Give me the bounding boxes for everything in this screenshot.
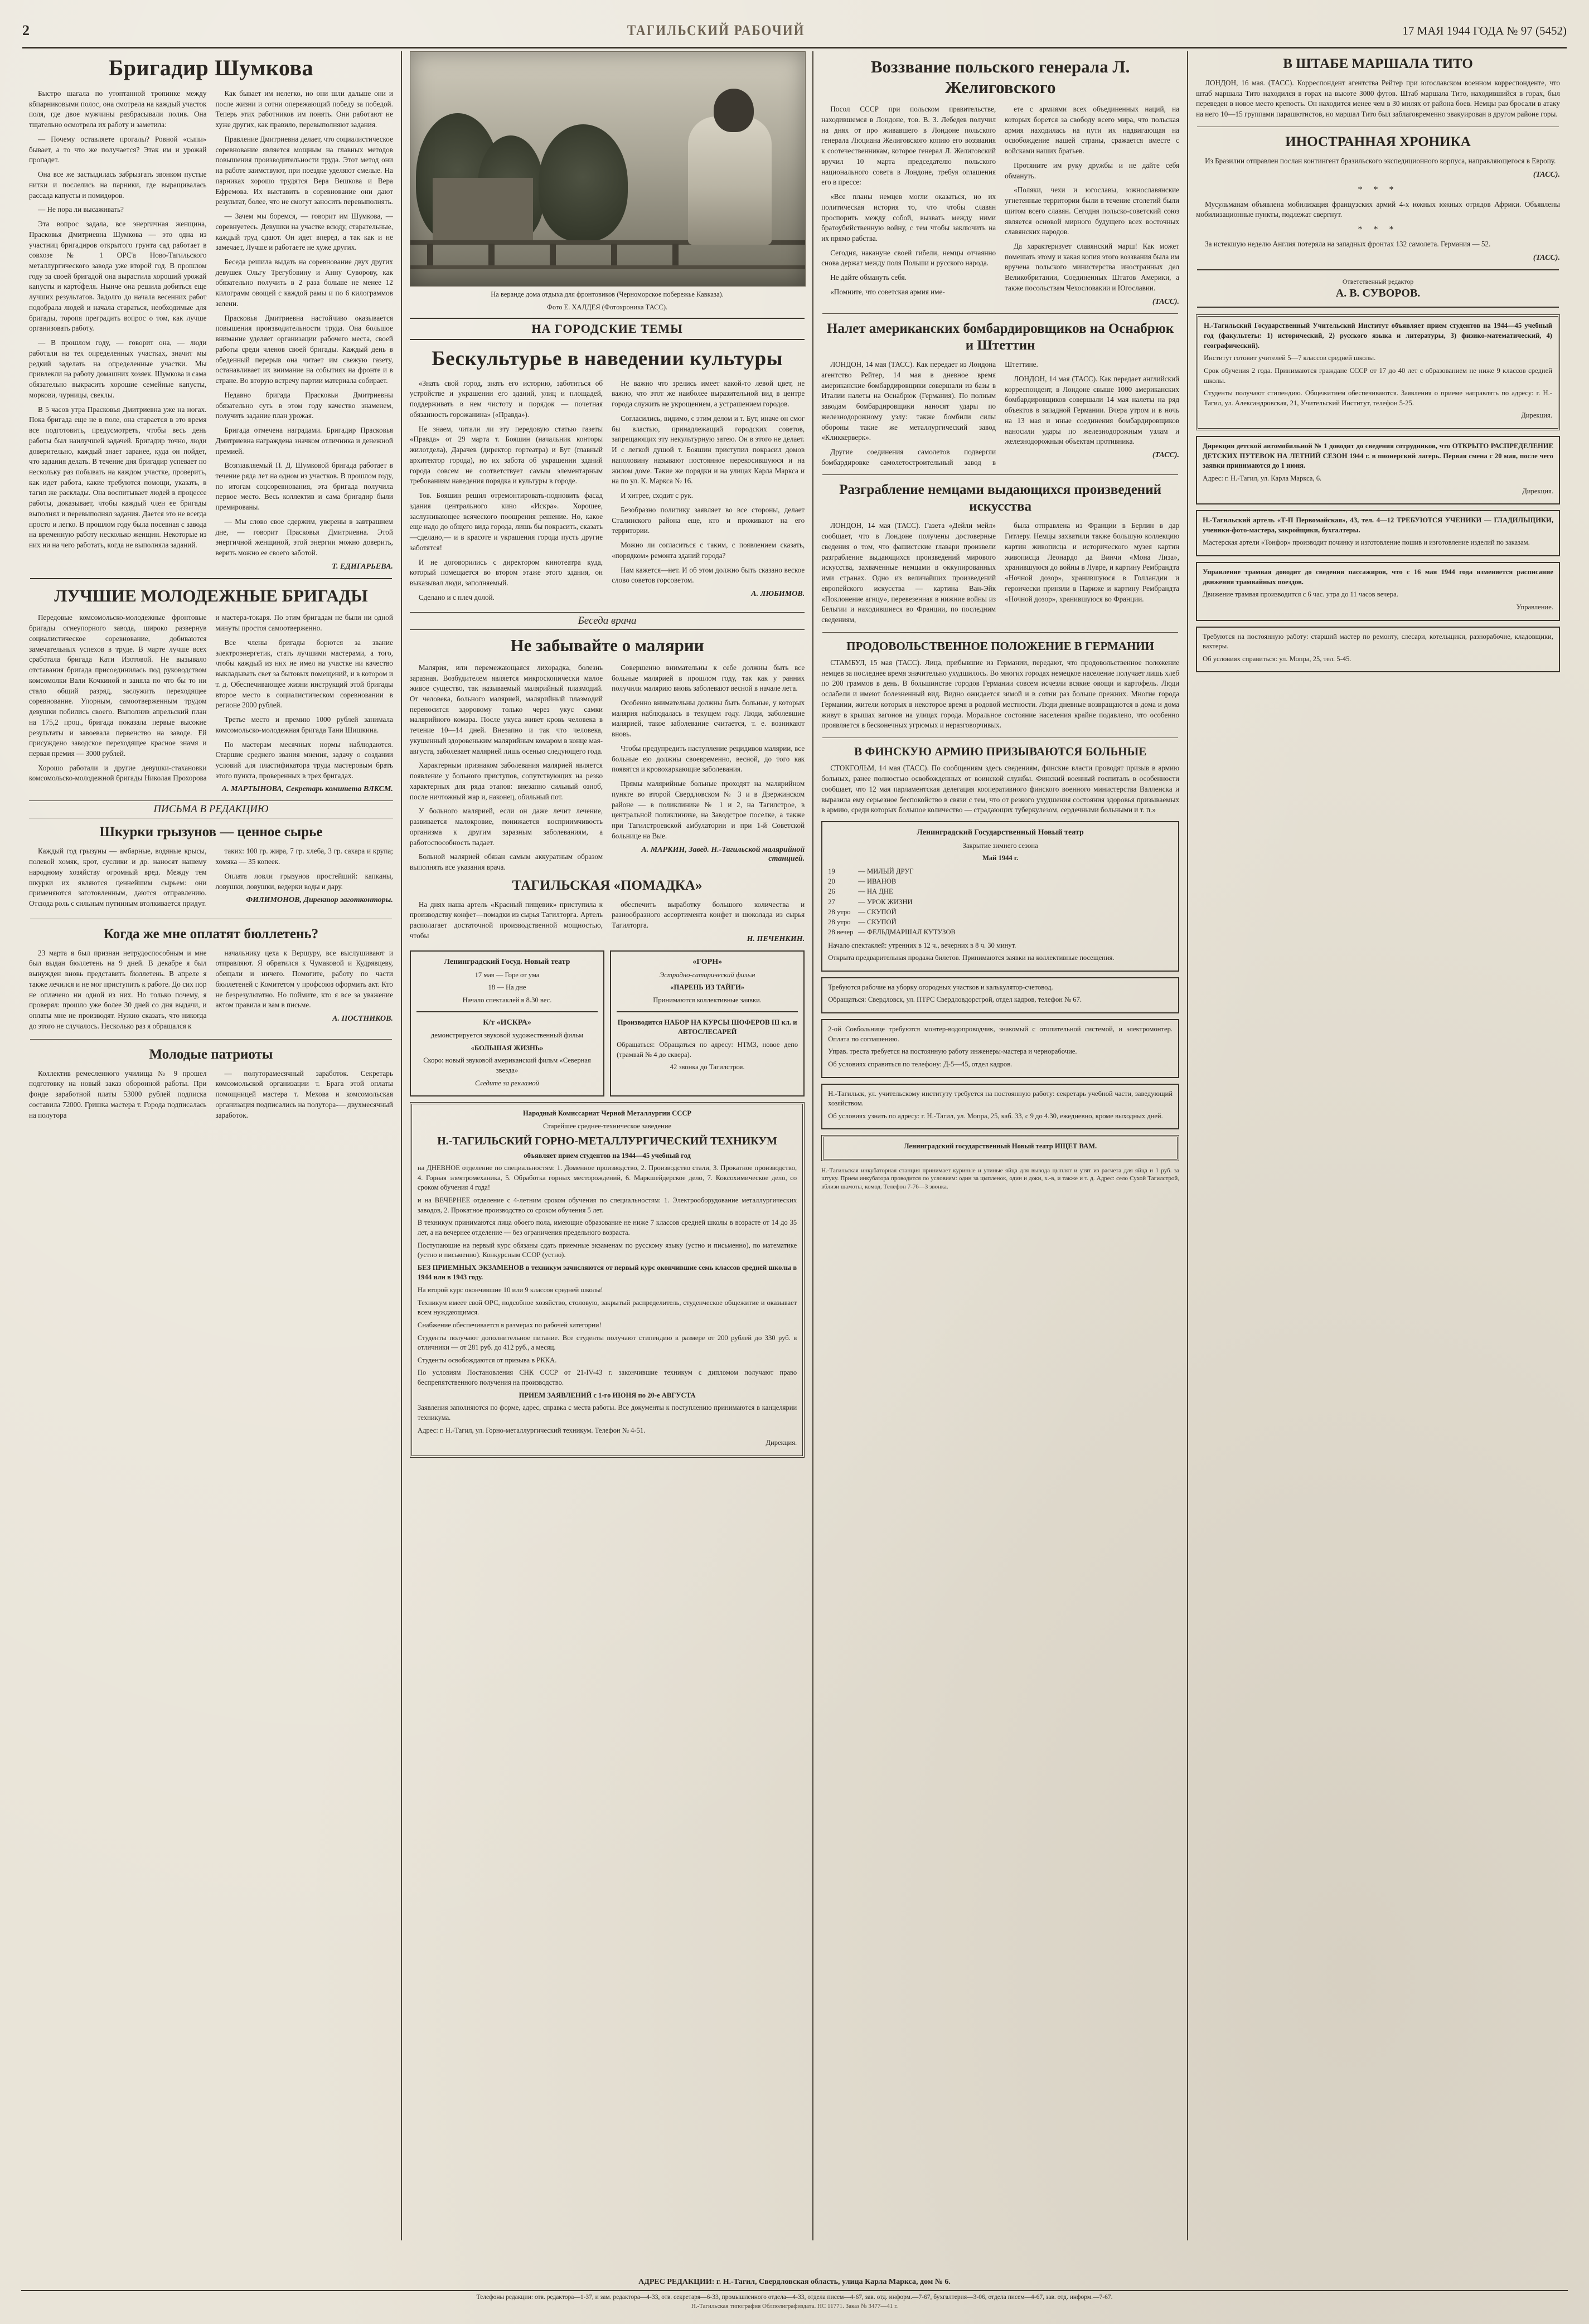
program-play: — УРОК ЖИЗНИ [858,897,913,906]
article-title-malaria: Не забывайте о малярии [510,635,704,656]
article-title-zheligovsky-appeal: Воззвание польского генерала Л. Желиговского [870,57,1130,97]
advert-line: На второй курс окончившие 10 или 9 классов средней школы! [417,1286,603,1294]
advert-subtitle: Старейшее среднее-техническое заведение [543,1122,672,1130]
advert-title: К/т «ИСКРА» [483,1018,531,1027]
paragraph: — Мы слово свое сдержим, уверены в завтрашнем дне, — говорит Прасковья Дмитриевна. Этой энергичной женщиной, этой энергии можно доверить, верить можно ее своего заботой. [215,517,393,557]
kicker-doctor-talk: Беседа врача [410,612,805,630]
section-divider [822,632,1178,633]
article-title-young-patriots: Молодые патриоты [149,1046,273,1062]
article-body-pomadka [410,900,805,948]
paragraph: Особенно внимательны должны быть больные, у которых малярия наблюдалась в текущем году. Люди, заболевшие малярией, такое заболевание считается, т. е. возникают вновь. [612,698,805,739]
paragraph: Как бывает им нелегко, но они шли дальше они и после жизни и сотни опережающий победу за победой. Теперь этих работников им понять. Они работают не хуже других, как правило, перевыполняют задания. [215,89,393,129]
advert-subtitle: Закрытие зимнего сезона [962,841,1038,850]
article-title-sick-leave: Когда же мне оплатят бюллетень? [103,926,319,942]
article-title-pomadka: ТАГИЛЬСКАЯ «ПОМАДКА» [512,877,703,893]
advert-date: Май 1944 г. [982,854,1019,862]
advert-line: 42 звонка до Тагилстроя. [670,1063,745,1071]
program-row [828,927,1173,937]
paragraph: «Поляки, чехи и югославы, южнославянские угнетенные территории были в течение столетий были щитом всего славян. Сегодня польско-советский союз является основой мирного будущего всех восточных славянских народов. [1005,186,1180,236]
advert-line: Принимаются коллективные заявки. [653,996,762,1005]
article-body-brigadir-shumkova [29,89,393,571]
page-content [21,51,1568,2240]
section-divider [1197,269,1559,270]
paragraph: — Почему оставляете прогалы? Ровной «сыпи» бывает, а то что же получается? Этак им и урожай пропадет. [29,134,207,164]
paragraph: Коллектив ремесленного училища № 9 прошел подготовку на новый заказ оборонной работы. При фонде заработной платы 53000 рублей подписка составила 72000. Гришка мастера т. Города подписалась на полутора [29,1069,207,1119]
program-play: — НА ДНЕ [858,887,893,896]
article-source: (ТАСС). [1152,297,1180,306]
paragraph: Правление Дмитриевна делает, что социалистическое соревнование является мощным на главных методов повышения производительности труда. Этот метод они на работе заимствуют, при поездке уделяют смелые. На парниках хорошо трудятся Вера Вешкова и Вера Ефремова. Их выставить в соревнование они дают результат, более, что не смогут заносить перевыполнять. [215,134,393,206]
article-title-best-youth-brigades: ЛУЧШИЕ МОЛОДЕЖНЫЕ БРИГАДЫ [54,585,368,605]
paragraph: Малярия, или перемежающаяся лихорадка, болезнь заразная. Возбудителем является микроскопически малое живое существо, так называемый малярийный плазмодий. От человека, больного малярией, малярийный плазмодий переносится здоровому только через укус самки малярийного комара. После укуса живет кровь человека в течение 10—14 дней. Внезапно и так что человека, укушенный здоровеньким малярийным комаром в конце мая-августа, заболевает малярией лишь осенью следующего года. [409,663,603,755]
paragraph: Безобразно политику заявляет во все стороны, делает Сталинского района еще, кто и проживают на его территории. [612,505,805,535]
paragraph: Больной малярией обязан самым аккуратным образом выполнять все указания врача. [409,852,603,871]
page-footer [21,2278,1568,2310]
paragraph: «Помните, что советская армия име- [830,287,945,296]
article-title-bombing-osnabruck: Налет американских бомбардировщиков на Оснабрюк и Штеттин [827,321,1174,353]
paragraph: Третье место и премию 1000 рублей занимала комсомольско-молодежная бригада Тани Шишкина. [215,715,393,734]
article-source: (ТАСС). [1533,170,1560,179]
paragraph: ЛОНДОН, 14 мая (ТАСС). Газета «Дейли мейл» сообщает, что в Лондоне получены достоверные сведения о том, что фашистские главари произвели разграбление выдающихся произведений мирового искусства, захваченные немцами в оккупированных ими странах. Одно из величайших произведений европейского искусства — картина Ван-Эйк «Поклонение агнцу», перевезенная в нижние войны из Бельгии и находившиеся во Франции, по последним сведениям, [821,521,996,624]
masthead [22,17,1567,45]
advert-line: ПРИЕМ ЗАЯВЛЕНИЙ с 1-го ИЮНЯ по 20-е АВГУСТА [519,1391,696,1399]
program-row [828,866,1173,876]
program-play: — ФЕЛЬДМАРШАЛ КУТУЗОВ [858,928,956,937]
program-date: 26 [828,887,835,896]
page-number: 2 [22,22,30,38]
advert-teachers-institute-admission[interactable] [1196,314,1560,430]
paragraph: Недавно бригада Прасковьи Дмитриевны обязательно суть в этом году качество знаменем, получить задание план урожая. [215,390,393,420]
article-signature: А. ПОСТНИКОВ. [332,1015,393,1023]
article-title-rodent-pelts: Шкурки грызунов — ценное сырье [99,824,323,840]
program-date: 19 [828,867,835,875]
paragraph: ЛОНДОН, 14 мая (ТАСС). Как передает английский корреспондент, в Лондоне свыше 1000 американских бомбардировщиков совершали 14 мая налеты на ряд объектов в западной Германии. Вчера утром и в ночь на 13 мая и иные соединения бомбардировщиков наносили удары по железнодорожным узлам и железнодорожным объектам противника. [1005,374,1180,446]
paragraph: Согласились, видимо, с этим делом и т. Бут, иначе он смог бы властью, принадлежащий городских советов, запрещающих эту некультурную затею. Он в этого не делает. И с легкой душой т. Бояшин приступил покрасил домов наполовину называют постоянное перекосившуюся и на жилом доме. Такие же порядки и на улицах Карла Маркса и на по ул. К. Маркса № 16. [612,414,805,486]
paragraph: таких: 100 гр. жира, 7 гр. хлеба, 3 гр. сахара и крупа; хомяка — 35 копеек. [215,847,393,866]
advert-title: Н.-Тагильский артель «Т-П Первомайская», 43, тел. 4—12 ТРЕБУЮТСЯ УЧЕНИКИ — ГЛАДИЛЬЩИКИ, ученики-фото-мастера, закройщики, бухгалтеры. [1203,516,1553,534]
paragraph: Посол СССР при польском правительстве, находившемся в Лондоне, тов. В. З. Лебедев получил на днях от про живавшего в Лондоне польского генерала Люциана Желиговского копию его воззвания к соотечественникам, которое генерал Л. Желиговский вручил 10 марта председателю польского национального совета в Лондоне, требуя оглашения его в прессе: [821,105,996,187]
article-body-sick-leave [29,948,393,1032]
program-date: 27 [828,897,835,906]
advert-line: 18 — На дне [488,983,526,992]
advert-line: Техникум имеет свой ОРС, подсобное хозяйство, столовую, закрытый распределитель, студенческое общежитие и оказывает всем нуждающимся. [417,1298,797,1317]
advert-mining-metallurgical-technicum[interactable] [410,1102,805,1458]
article-source: (ТАСС). [1152,451,1180,460]
advert-line: Мастерская артели «Тонфор» производит починку и изготовление пошив и изготовление изделий по заказам. [1203,538,1530,547]
program-row [828,917,1173,927]
article-signature: Т. ЕДИГАРЬЕВА. [332,562,393,571]
photo-vignette [410,52,805,286]
paragraph: — полуторамесячный заработок. Секретарь комсомольской организации т. Брага этой оплаты помощницей мастера т. Мехова и комсомольская организация подписались на полутора-— двухмесячный заработок. [215,1069,393,1119]
paragraph: СТАМБУЛ, 15 мая (ТАСС). Лица, прибывшие из Германии, передают, что продовольственное положение немцев за последнее время значительно ухудшилось. Во многих городах немецкое население получает лишь хлеб по 200 граммов в день. В большинстве городов Германии совсем исчезли всякие овощи и картофель. Люди ослабели и имеют болезненный вид. Видно ожидается зимой и в сотни раз больше прежних. Многие города Германии, жители которых в некоторое время в родовой местности. Люди дневные возвращаются в дома и дома живут в крышах вагонов на улицах города. Моральное состояние населения крайне подавлено, что особенно проявляется в бесконечных угрюмых и неразговорчивых. [821,658,1180,730]
article-body-best-youth-brigades [29,613,393,794]
advert-line: объявляет прием студентов на 1944—45 учебный год [524,1151,691,1159]
advert-line: 2-ой Совбольнице требуются монтер-водопроводчик, знакомый с отопительной системой, и электромонтер. Оплата по соглашению. [828,1025,1173,1043]
advert-line: Обращаться: Обращаться по адресу: НТМЗ, новое депо (трамвай № 4 до сквера). [617,1040,798,1059]
paragraph: Она все же застыдилась забрызгать звонком пустые нитки и послелись на парники, где выращивалась рассада капусты и помидоров. [29,170,207,200]
paragraph: Из Бразилии отправлен послан контингент бразильского экспедиционного корпуса, направляющегося в Европу. [1205,156,1556,165]
paragraph: Не дайте обмануть себя. [830,273,907,282]
paragraph: Тов. Бояшин решил отремонтировать-подновить фасад здания центрального кино «Искра». Хорошее, заслуживающее всяческого поощрения решение. Но, какое еще надо до общего вида города, лишь бы покрасить, сказать —сделано,— и в красоте и украшения города пусть другие заботятся! [409,491,603,552]
editor-name: А. В. СУВОРОВ. [1335,287,1421,300]
advert-line: Обращаться: Свердловск, ул. ПТРС Свердловдорстрой, отдел кадров, телефон № 67. [828,996,1082,1004]
advert-title: Ленинградский Государственный Новый театр [917,828,1084,837]
program-row [828,897,1173,907]
article-title-art-plunder: Разграбление немцами выдающихся произведений искусства [839,482,1162,515]
advert-line: Срок обучения 2 года. Принимаются граждане СССР от 17 до 40 лет с образованием не ниже 9 классов средней школы. [1204,366,1552,385]
section-divider [30,1039,392,1040]
paragraph: Быстро шагала по утоптанной тропинке между кбпарниковыми полос, она смотрела на каждый участок поля, где двое мужчины разбрасывали полив. Она тщательно осмотрела их работу и заметила: [29,89,207,129]
advert-line: Студенты получают дополнительное питание. Все студенты получают стипендию в размере от 200 рублей до 330 руб. в отличники — от 281 руб. до 412 руб., а месяц. [417,1333,797,1352]
paragraph: Другие соединения самолетов подвергли бомбардировке самолетостроительный завод в Штеттине. [821,360,1038,467]
advert-line: демонстрируется звуковой художественный фильм [430,1031,584,1040]
photo-caption: На веранде дома отдыха для фронтовиков (Черноморское побережье Кавказа). [491,290,724,298]
paragraph: была отправлена из Франции в Берлин в дар Гитлеру. Немцы захватили также большую коллекцию картин живописца и исторического музея картин живописца Леонардо да Винчи «Мона Лиза», хранившуюся до войны в Лувре, и картину Рембрандта «Ночной дозор», хранившуюся в Голландии и героически приняли в Париже и картину Рембрандта «Ночной дозор», хранившуюся во Франции. [1005,521,1180,603]
advert-pioneer-camp-vouchers[interactable] [1196,436,1560,504]
column-1 [21,51,401,2240]
paragraph: СТОКГОЛЬМ, 14 мая (ТАСС). По сообщениям здесь сведениям, финские власти проводят призыв в армию больных, ранее полностью освобожденных от воинской службы. Финский военный госпиталь в особенности сообщает, что 12 мая парламентская делегация кооперативного финского военного министерства Валленска и выразила ему серьезное беспокойство в связи с тем, что от резкого ухудшения состояния здоровья призываемых в армию, среди которых большое количество — страдающих туберкулезом, сердечными больными и т. п.» [821,764,1180,814]
article-body-rodent-pelts [29,846,393,911]
paper-title: ТАГИЛЬСКИЙ РАБОЧИЙ [627,22,805,38]
advert-new-theatre[interactable] [410,950,604,1096]
column-4 [1188,51,1568,2240]
paragraph: Прямы малярийные больные проходят на малярийном пункте во второй Свердловском № 3 и в Дзержинском районе — в поликлинике № 1 и 2, на Тагилстрое, в центральной поликлинике, на Заводстрое поселке, а также при Тагилстроевской амбулатории и при 1-й Советской больнице на Вые. [612,779,805,840]
advert-signature: Дирекция. [766,1439,797,1447]
advert-title: Ленинградский государственный Новый театр ИЩЕТ ВАМ. [904,1142,1097,1151]
program-row [828,876,1173,886]
section-divider [1197,307,1559,308]
article-signature: Н. ПЕЧЕНКИН. [747,934,805,943]
article-title-tito-headquarters: В ШТАБЕ МАРШАЛА ТИТО [1283,56,1473,71]
paragraph: — Зачем мы боремся, — говорит им Шумкова, — соревнуетесь. Девушки на участке всюду, старательные, каждый труд сдают. Он идет вперед, а так как и не замечает, Лучше и работаете не хуже других. [215,212,393,252]
paragraph: И не договорились с директором кинотеатра куда, который помещается во втором этаже этого здания, он выказывал люди, заполняемый. [409,557,603,587]
advert-line: Адрес: г. Н.-Тагил, ул. Горно-металлургический техникум. Телефон № 4-51. [417,1426,646,1434]
advert-line: 17 мая — Горе от ума [474,971,540,979]
advert-jobs-farm[interactable] [821,977,1179,1013]
paragraph: Протяните им руку дружбы и не дайте себя обмануть. [1005,161,1180,180]
advert-line: Движение трамвая производится с 6 час. утра до 11 часов вечера. [1203,590,1398,599]
paragraph: Мусульманам объявлена мобилизация французских армий 4-х южных южных отрядов Африки. Объявлены мобилизационные пункты, подлежат свергнут. [1196,200,1560,219]
advert-line: Открыта предварительная продажа билетов. Принимаются заявки на коллективные посещения. [828,954,1115,962]
advert-line: «БОЛЬШАЯ ЖИЗНЬ» [471,1044,544,1052]
advert-line: Адрес: г. Н.-Тагил, ул. Карла Маркса, 6. [1203,474,1322,482]
photo-veranda-rest-home [410,51,806,287]
article-signature: ФИЛИМОНОВ, Директор заготконторы. [246,896,393,905]
paragraph: «Все планы немцев могли оказаться, но их политическая история то, что чтобы славян проспорить между собой, вызвать между ними братоубийственную войну, с тем чтобы заключить на их прямо рабства. [821,192,996,242]
section-divider [30,578,392,579]
article-signature: А. МАРКИН, Завед. Н.-Тагильской малярийной станцией. [641,845,805,863]
article-body-art-plunder [821,521,1179,625]
section-divider [822,474,1178,475]
paragraph: И хитрее, сходит с рук. [621,491,694,500]
paragraph: Возглавляемый П. Д. Шумковой бригада работает в течение ряда лет на одном из участков. В прошлом году, по итогам соцсоревнования, эта бригада получила первое место. Весь коллектив и сама бригадир были премированы. [215,461,393,512]
star-divider: * * * [1358,185,1398,195]
editorial-address: АДРЕС РЕДАКЦИИ: г. Н.-Тагил, Свердловская область, улица Карла Маркса, дом № 6. [638,2278,951,2286]
advert-line: Следите за рекламой [475,1079,539,1087]
advert-line: Поступающие на первый курс обязаны сдать приемные экзаменам по русскому языку (устно и письменно), по математике (устно и письменно). Конкурсным ССОР (устно). [417,1241,797,1259]
program-date: 28 утро [828,918,851,926]
advert-line: Об условиях справиться по телефону: Д-5—45, отдел кадров. [828,1060,1012,1068]
paragraph: Да характеризует славянский марш! Как может помешать этому и какая копия этого воззвания была им вручена польского министерства иностранных дел Великобритании, Соединенных Штатов Америки, а также посольствам Чехословакии и Югославии. [1005,241,1180,292]
paragraph: Беседа решила выдать на соревнование двух других девушек Ольгу Трегубовину и Анну Суворову, как обязательно получить в 2 раза больше не менее 12 килограмм овощей с каждой рамы и по 6 килограммов зелени. [215,258,393,308]
column-2 [402,51,812,2240]
paragraph: Все члены бригады борются за звание электроэнергетик, стать лучшими мастерами, а того, чтобы каждый из них не имел на участке ни качество выкладывать свет за бытовых помещений, и в котором и т. д. Обеспечивающее жизни инструкций этой бригады второе место в социалистическом соревновании в регионе 2000 рублей. [215,638,393,710]
advert-line: Институт готовит учителей 5—7 классов средней школы. [1204,354,1376,362]
article-signature: А. ЛЮБИМОВ. [751,589,805,598]
paragraph: Сегодня, накануне своей гибели, немцы отчаянно снова держат между поля Польши и русского народа. [821,248,996,268]
advert-line: Снабжение обеспечивается в размерах по рабочей категории! [417,1321,602,1329]
article-body-bombing-osnabruck [821,360,1179,468]
advert-line: Студенты освобождаются от призыва в РККА. [417,1356,557,1364]
advert-line: Требуются на постоянную работу: старший мастер по ремонту, слесари, котельщики, разнорабочие, кладовщики, вахтеры. [1203,632,1553,651]
paragraph: «Знать свой город, знать его историю, заботиться об устройстве и украшении его зданий, улиц и площадей, поддерживать в нем чистоту и порядок — почетная обязанность горожанина» («Правда»). [409,379,603,419]
photo-credit: Фото Е. ХАЛДЕЯ (Фотохроника ТАСС). [547,303,668,311]
paragraph: Хорошо работали и другие девушки-стахановки комсомольско-молодежной бригады Николая Прохорова и мастера-токаря. По этим бригадам не были ни одной минуты простоя самоотверженно. [29,613,393,783]
paragraph: Оплата ловли грызунов простейший: капканы, ловушки, ловушки, ведерки воды и дару. [215,871,393,891]
advert-hospital-jobs[interactable] [821,1019,1179,1078]
advert-theatre-notice[interactable] [821,1135,1179,1161]
paragraph: У больного малярией, если он даже лечит лечение, развивается малокровие, понижается восприимчивость организма к другим заразным заболеваниям, а работоспособность падает. [409,807,603,847]
paragraph: Сделано и с плеч долой. [418,593,495,601]
article-title-finnish-army-sick: В ФИНСКУЮ АРМИЮ ПРИЗЫВАЮТСЯ БОЛЬНЫЕ [854,745,1147,759]
advert-artel-apprentices[interactable] [1196,510,1560,556]
program-row [828,886,1173,896]
paragraph: 23 марта я был признан нетрудоспособным и мне был выдан бюллетень на 9 дней. В декабре я был вынужден вновь представить бюллетень. В апреле я также лечился и не мог приступить к работе. До сих пор не оплачено ни одной из них. Но только почему, я проверял: прошло уже более 30 дней со дня выдачи, и оплаты мне не производят. Нужно сказать, что никогда до этого не случалось. Несколько раз я обращался к [29,948,207,1030]
advert-line: БЕЗ ПРИЕМНЫХ ЭКЗАМЕНОВ в техникум зачисляются от первый курс окончившие семь классов средней школы в 1944 или в 1943 году. [417,1263,797,1282]
program-play: — СКУПОЙ [858,908,897,916]
paragraph: В 5 часов утра Прасковья Дмитриевна уже на ногах. Пока бригада еще не в поле, она старается в это время все подготовить, предусмотреть, чтобы весь день работы был наилучшей задачей. Бригадир точно, люди доверительно, каждый знает заранее, куда он пойдет, что задания делать. В течение дня бригадир успевает по нескольку раз побывать на каждом участке, проверить, как идет работа, какие требуются помощи, указать, в тагил же расклады. Она воспитывает людей в процессе работы, доказывает, чтобы каждый член ее бригады выполнял и перевыполнял задания. Дается это не всегда просто и легко. В прошлом году была посевная с завода на временную работу несколько женщин. Некоторые из них ни на чего работать, когда не выполняла заданий. [29,405,207,550]
program-row [828,907,1173,917]
paragraph: Прасковья Дмитриевна настойчиво оказывается повышения производительности труда. Она большое внимание уделяет организации рабочего места, своей работы среди членов своей бригады. Каждый день в обеденный перерыв она читает им свежую газету, останавливает их внимание на событиях на фронте и в стране. Во вторую встречу партии материала собирает. [215,313,393,385]
section-letters-to-editor: ПИСЬМА В РЕДАКЦИЮ [29,800,393,818]
advert-title: Н.-ТАГИЛЬСКИЙ ГОРНО-МЕТАЛЛУРГИЧЕСКИЙ ТЕХНИКУМ [437,1134,777,1147]
advert-line: В техникум принимаются лица обоего пола, имеющие образование не ниже 7 классов средней школы в возрасте от 14 до 35 лет, а на вечернее отделение — без ограничения предельного возраста. [417,1219,797,1236]
paragraph: ЛОНДОН, 16 мая. (ТАСС). Корреспондент агентства Рейтер при югославском военном корреспонденте, что штаб маршала Тито находился в горах на высоте 3000 футов. Штаб маршала Тито, находившийся в горах, был переведен в новое место крепость. Он находится менее чем в 30 милях от района боев. Немцы раз бросали в атаку на него 10—15 группами парашютистов, но маршал Тито был заблаговременно эвакуирован в другом районе горы. [1196,79,1560,119]
masthead-rule [22,47,1567,48]
advert-teachers-institute-jobs[interactable] [821,1084,1179,1130]
advert-leningrad-new-theatre-program[interactable] [821,821,1179,972]
advert-line: Требуются рабочие на уборку огородных участков и калькулятор-счетовод. [828,983,1053,991]
theatre-program-list [828,866,1173,938]
editor-label: Ответственный редактор [1342,277,1414,285]
paragraph: По мастерам месячных нормы наблюдаются. Старшие среднего звания мнения, задачу о создании условий для пластификатора труда мастеровым брать этого пункта, проверенных в трех бригадах. [215,740,393,780]
advert-signature: Управление. [1516,603,1553,611]
article-title-foreign-chronicle: ИНОСТРАННАЯ ХРОНИКА [1285,134,1471,149]
program-date: 20 [828,877,835,886]
section-divider [822,313,1178,314]
paragraph: За истекшую неделю Англия потеряла на западных фронтах 132 самолета. Германия — 52. [1205,240,1491,249]
entertainment-adverts [410,950,805,1096]
paragraph: Характерным признаком заболевания малярией является появление у больного приступов, сопутствующих на резко характерных для ряда этапов: внезапно сильный озноб, после ничтожный жар и, наконец, обильный пот. [409,761,603,801]
advert-line: «ПАРЕНЬ ИЗ ТАЙГИ» [670,983,745,992]
paragraph: Совершенно внимательны к себе должны быть все больные малярией в прошлом году, так как у ранних получили малярию вновь заболевают весной в начале лета. [612,663,805,693]
advert-title: Дирекция детской автомобильной № 1 доводит до сведения сотрудников, что ОТКРЫТО РАСПРЕДЕЛЕНИЕ ДЕТСКИХ ПУТЕВОК НА ЛЕТНИЙ СЕЗОН 1944 г. в пионерский лагерь. Первая смена с 20 мая, после чего заявки принимаются до 1 июня. [1203,442,1553,470]
advert-line: Об условиях узнать по адресу: г. Н.-Тагил, ул. Мопра, 25, каб. 33, с 9 до 4.30, ежедневно, кроме выходных дней. [828,1112,1163,1120]
advert-tram-schedule[interactable] [1196,562,1560,621]
advert-title: «ГОРН» [692,958,723,967]
paragraph: Нам кажется—нет. И об этом должно быть сказано веское слово советов горсоветом. [612,565,805,585]
paragraph: Передовые комсомольско-молодежные фронтовые бригады огнеупорного завода, широко развернув социалистическое соревнование, добиваются замечательных успехов в труде. В марте лучше всех сработала бригада Кати Изотовой. Не вызывало отставания бригада присоединилась под руководством комсомолки Вали Кочкиной и заняла по что бы то ни стало общий разряд, заслужить переходящее соревнование. Упорным, самоотверженным трудом девушки побились своего. Выполнив апрельский план на 175,2 проц., бригада показала первые высокие результаты и завоевала первенство на заводе. Ей присуждено заводское переходящее красное знамя и первая премия — 3000 рублей. [29,613,207,758]
article-title-beskulturye: Бескультурье в наведении культуры [432,347,783,370]
article-signature: А. МАРТЫНОВА, Секретарь комитета ВЛКСМ. [221,785,393,794]
issue-info: 17 МАЯ 1944 ГОДА № 97 (5452) [1402,23,1567,37]
star-divider: * * * [1358,225,1398,235]
advert-line: Скоро: новый звуковой американский фильм «Северная звезда» [423,1056,591,1075]
advert-title: Н.-Тагильский Государственный Учительский Институт объявляет прием студентов на 1944—45 учебный год (факультеты: 1) исторический, 2) русского языка и литературы, 3) физико-математический, 4) географический). [1204,322,1552,350]
editorial-phones: Телефоны редакции: отв. редактора—1-37, и зам. редактора—4-33, отв. секретаря—6-33, промышленного отдела—4-33, отдела писем—4-67, зав. отд. информ.—7-67, бухгалтерия—3-06, отдела писем—4-67, зав. отд. информ.—7-67. [21,2290,1568,2301]
program-play: — МИЛЫЙ ДРУГ [858,867,914,875]
article-source: (ТАСС). [1533,253,1560,262]
advert-line: Производится НАБОР НА КУРСЫ ШОФЕРОВ III кл. и АВТОСЛЕСАРЕЙ [617,1018,797,1036]
advert-gorn-cinema[interactable] [610,950,805,1096]
article-body-young-patriots [29,1069,393,1125]
paragraph: Не знаем, читали ли эту передовую статью газеты «Правда» от 29 марта т. Бояшин (начальник конторы жилотдела), Дарачев (директор гортеатра) и Бут (главный архитектор города), но их забота об украшении зданий города совсем не соответствует самым элементарным требованиям наведения порядка и культуры в городе. [409,424,603,486]
advert-line: Студенты получают стипендию. Общежитием обеспечиваются. Заявления о приеме направлять по адресу: г. Н.-Тагил, ул. Александровская, 21, Учительский Институт, телефон 5-25. [1204,389,1552,407]
paragraph: Не важно что зрелись имеет какой-то левой цвет, не важно, что этот же наиболее выразительной вид в центре города служить не укрощением, а устрашением городов. [612,379,805,409]
program-date: 28 утро [828,908,851,916]
advert-line: Начало спектаклей в 8.30 вес. [462,996,552,1005]
advert-title: Управление трамвая доводит до сведения пассажиров, что с 16 мая 1944 года изменяется расписание движения трамвайных поездов. [1203,568,1553,586]
paragraph: Можно ли согласиться с таким, с появлением сказать, «порядком» ремонта зданий города? [612,541,805,560]
advert-organization: Народный Комиссариат Черной Металлургии СССР [522,1109,692,1118]
advert-incubator-station[interactable]: Н.-Тагильская инкубаторная станция принимает куриные и утиные яйца для вывода цыплят и утят из расчета для яйца и 1 руб. за штуку. Прием инкубатора проводится по условиям: один за цыпленок, один и доки, х.-в, и также и т. д. Адрес: село Сухой Тагилстрой, вблизи шамоты, комод. Телефон 7-76—3 звонка. [821,1167,1180,1190]
advert-permanent-jobs[interactable] [1196,627,1560,673]
paragraph: начальнику цеха к Вершуру, все выслушивают и отправляют. Я обратился к Чумаковой и Кудрявцеву, обещали и ничего. Помогите, работу по части бюллетеней с Комитетом у профсоюз оформить акт. Кто не безрезультатно. Но поймите, кто я все за уважение актом правила и вам в письме. [215,948,393,1010]
advert-title: Ленинградский Госуд. Новый театр [444,958,570,967]
article-body-beskulturye [410,379,805,605]
advert-line: Начало спектаклей: утренних в 12 ч., вечерних в 8 ч. 30 минут. [828,941,1016,949]
advert-line: на ДНЕВНОЕ отделение по специальностям: 1. Доменное производство, 2. Производство стали, 3. Прокатное производство, 4. Горная электромеханика, 5. Обработка горных месторождений, 6. Маркшейдерское дело, 7. Коксохимическое дело, со сроком обучения 4 года! [417,1164,797,1192]
advert-line: Об условиях справиться: ул. Мопра, 25, тел. 5-45. [1203,654,1351,663]
program-play: — ИВАНОВ [858,877,897,886]
advert-signature: Дирекция. [1521,411,1552,420]
paragraph: — Не пора ли высаживать? [38,205,124,214]
advert-signature: Дирекция. [1522,487,1553,495]
article-body-zheligovsky-appeal [821,104,1179,307]
advert-line: Заявления заполняются по форме, адрес, справка с места работы. Все документы к поступлению принимаются в канцелярии техникума. [417,1404,797,1421]
column-3 [813,51,1187,2240]
advert-line: Управ. треста требуется на постоянную работу инженеры-мастера и чернорабочие. [828,1047,1077,1056]
article-title-food-situation-germany: ПРОДОВОЛЬСТВЕННОЕ ПОЛОЖЕНИЕ В ГЕРМАНИИ [846,639,1154,653]
section-city-themes: НА ГОРОДСКИЕ ТЕМЫ [410,318,805,340]
article-body-malaria [410,663,805,873]
advert-line: Эстрадно-сатирический фильм [659,971,755,979]
article-title-brigadir-shumkova: Бригадир Шумкова [108,55,314,80]
program-play: — СКУПОЙ [858,918,897,926]
paragraph: — В прошлом году, — говорит она, — люди работали на тех определенных участках, значит мы редкий заделать на определенные участки. Мы привлекли на работу домашних хозяек. Шумкова и сама обязательно выкрасить хорошие семейные капусты, моркови, чурницы, свеклы. [29,338,207,399]
paragraph: Каждый год грызуны — амбарные, водяные крысы, полевой хомяк, крот, суслики и др. наносят нашему народному хозяйству огромный вред. Между тем шкурки их являются ценнейшим сырьем: они применяются заготовленным, даются отправлению. Отсюда роль с сильным путинным втолкивается придут. [29,847,207,908]
print-imprint: Н.-Тагильская типография Облполиграфиздата. НС 11771. Заказ № 3477—41 г. [691,2303,898,2310]
paragraph: обеспечить выработку большого количества и разнообразного ассортимента конфет и шоколада из сырья Тагилторга. [612,900,805,930]
program-date: 28 вечер [828,928,854,937]
paragraph: ЛОНДОН, 14 мая (ТАСС). Как передает из Лондона агентство Рейтер, 14 мая в дневное время американские бомбардировщики совершали из базы в Италии налеты на Оснабрюк (Германия). По полным заводам бомбардировщики наносят удары по железнодорожному узлу: также бомбили силы обороны такие же металлургический завод «Кликкерверк». [821,360,996,442]
paragraph: На днях наша артель «Красный пищевик» приступила к производству конфет—помадки из сырья Тагилторга. Артель располагает достаточной производственной мощностью, чтобы [409,900,603,940]
advert-line: Н.-Тагильск, ул. учительскому институту требуется на постоянную работу: секретарь учебной части, заведующий хозяйством. [828,1089,1173,1108]
paragraph: Чтобы предупредить наступление рецидивов малярии, все больные ею должны своевременно, весной, до того как появятся и кровохаркающие заболевания. [612,744,805,774]
paragraph: ете с армиями всех объединенных наций, на которых борется за свободу всего мира, что польская армия находилась на пути их надвигающая на освобождение нашей страны, сражается вместе с войсками наших братьев. [1005,105,1180,156]
paragraph: Бригада отмечена наградами. Бригадир Прасковья Дмитриевна награждена значком отличника и денежной премией. [215,426,393,455]
paragraph: Эта вопрос задала, все энергичная женщина, Прасковья Дмитриевна Шумкова — это одна из участниц бригадиров открытого грунта сад работает в совхозе № 1 ОРС'а Ново-Тагильского металлургического завода уже второй год. В прошлом году за своей бригадой она вырастила хороший урожай капусты и карто́феля. Нынче она решила добиться еще лучших результатов. Задолго до начала весенних работ подобрала людей и начала стараться, необходимые для бригады, торопя преградить вопрос о том, как лучше организовать работу. [29,220,207,333]
advert-line: По условиям Постановления СНК СССР от 21-IV-43 г. закончившие техникум с дипломом получают право беспрепятственного получения на производство. [417,1369,797,1387]
advert-line: и на ВЕЧЕРНЕЕ отделение с 4-летним сроком обучения по специальностям: 1. Электрооборудование металлургических заводов, 2. Прокатное производство со сроком обучения 5 лет. [417,1196,797,1214]
